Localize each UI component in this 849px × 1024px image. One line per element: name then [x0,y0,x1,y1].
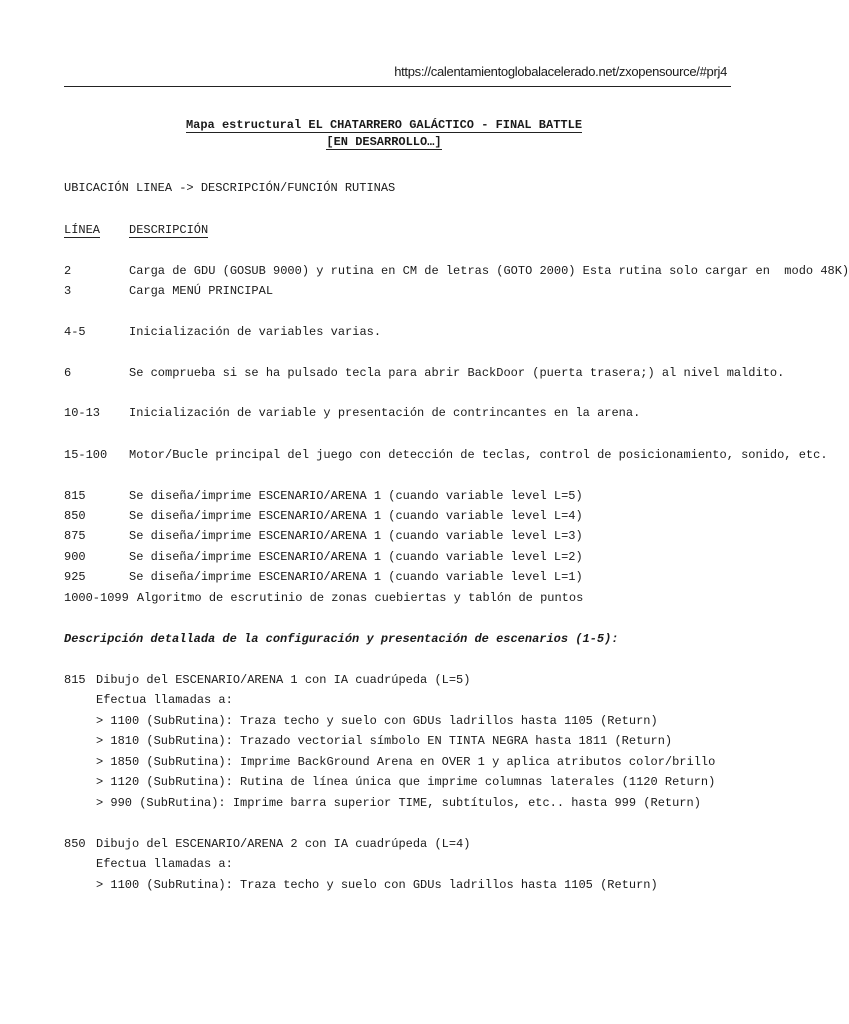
row-line-number: 850 [64,509,86,523]
row-line-number: 2 [64,264,72,278]
table-row [64,405,640,421]
row-line-number: 900 [64,550,86,564]
row-line-number: 6 [64,366,72,380]
column-header-description-label: DESCRIPCIÓN [129,223,209,237]
detail-line-number: 850 [64,837,86,851]
row-description: Carga MENÚ PRINCIPAL [129,284,274,298]
row-description: Carga de GDU (GOSUB 9000) y rutina en CM de letras (GOTO 2000) Esta rutina solo cargar en modo 48K) [129,264,849,278]
call-item: > 1120 (SubRutina): Rutina de línea única que imprime columnas laterales (1120 Return) [96,775,716,789]
row-description: Se diseña/imprime ESCENARIO/ARENA 1 (cuando variable level L=3) [129,529,583,543]
row-description: Inicialización de variables varias. [129,325,382,339]
title-line-2: [EN DESARROLLO…] [326,135,442,149]
row-line-number: 10-13 [64,406,101,420]
title-line-1: Mapa estructural EL CHATARRERO GALÁCTICO - FINAL BATTLE [185,118,583,132]
table-row [64,590,583,606]
calls-label: Efectua llamadas a: [96,857,233,871]
section-heading: UBICACIÓN LINEA -> DESCRIPCIÓN/FUNCIÓN RUTINAS [64,181,396,195]
row-description: Algoritmo de escrutinio de zonas cuebiertas y tablón de puntos [136,591,584,605]
row-line-number: 875 [64,529,86,543]
document-title [0,117,768,151]
row-line-number: 4-5 [64,325,86,339]
column-header-line-label: LÍNEA [64,223,101,237]
table-row [64,549,583,565]
table-row [64,365,784,381]
table-row [64,569,583,585]
table-row [64,283,273,299]
row-description: Se diseña/imprime ESCENARIO/ARENA 1 (cuando variable level L=4) [129,509,583,523]
row-description: Se comprueba si se ha pulsado tecla para abrir BackDoor (puerta trasera;) al nivel maldito. [129,366,785,380]
row-description: Se diseña/imprime ESCENARIO/ARENA 1 (cuando variable level L=2) [129,550,583,564]
row-line-number: 1000-1099 [64,591,129,605]
row-line-number: 815 [64,489,86,503]
row-description: Se diseña/imprime ESCENARIO/ARENA 1 (cuando variable level L=1) [129,570,583,584]
row-line-number: 3 [64,284,72,298]
detail-line-number: 815 [64,673,86,687]
column-header-line [64,222,100,238]
table-row [64,263,849,279]
row-line-number: 925 [64,570,86,584]
table-row [64,447,828,463]
header-rule [64,86,731,87]
call-item: > 1100 (SubRutina): Traza techo y suelo con GDUs ladrillos hasta 1105 (Return) [96,878,658,892]
row-description: Motor/Bucle principal del juego con detección de teclas, control de posicionamiento, sonido, etc. [129,448,828,462]
call-item: > 1100 (SubRutina): Traza techo y suelo con GDUs ladrillos hasta 1105 (Return) [96,714,658,728]
call-item: > 1850 (SubRutina): Imprime BackGround Arena en OVER 1 y aplica atributos color/brillo [96,755,716,769]
detail-title: Dibujo del ESCENARIO/ARENA 2 con IA cuadrúpeda (L=4) [96,837,471,851]
call-item: > 990 (SubRutina): Imprime barra superior TIME, subtítulos, etc.. hasta 999 (Return) [96,796,701,810]
column-header-description [129,222,208,238]
row-line-number: 15-100 [64,448,108,462]
detail-section-heading: Descripción detallada de la configuración y presentación de escenarios (1-5): [64,632,619,646]
table-row [64,508,583,524]
detail-title: Dibujo del ESCENARIO/ARENA 1 con IA cuadrúpeda (L=5) [96,673,471,687]
table-row [64,324,381,340]
detail-entry-title [64,672,470,688]
row-description: Inicialización de variable y presentación de contrincantes en la arena. [129,406,641,420]
detail-entry-title [64,836,470,852]
table-row [64,488,583,504]
call-item: > 1810 (SubRutina): Trazado vectorial símbolo EN TINTA NEGRA hasta 1811 (Return) [96,734,673,748]
table-row [64,528,583,544]
calls-label: Efectua llamadas a: [96,693,233,707]
row-description: Se diseña/imprime ESCENARIO/ARENA 1 (cuando variable level L=5) [129,489,583,503]
source-url[interactable]: https://calentamientoglobalacelerado.net/zxopensource/#prj4 [394,64,727,79]
